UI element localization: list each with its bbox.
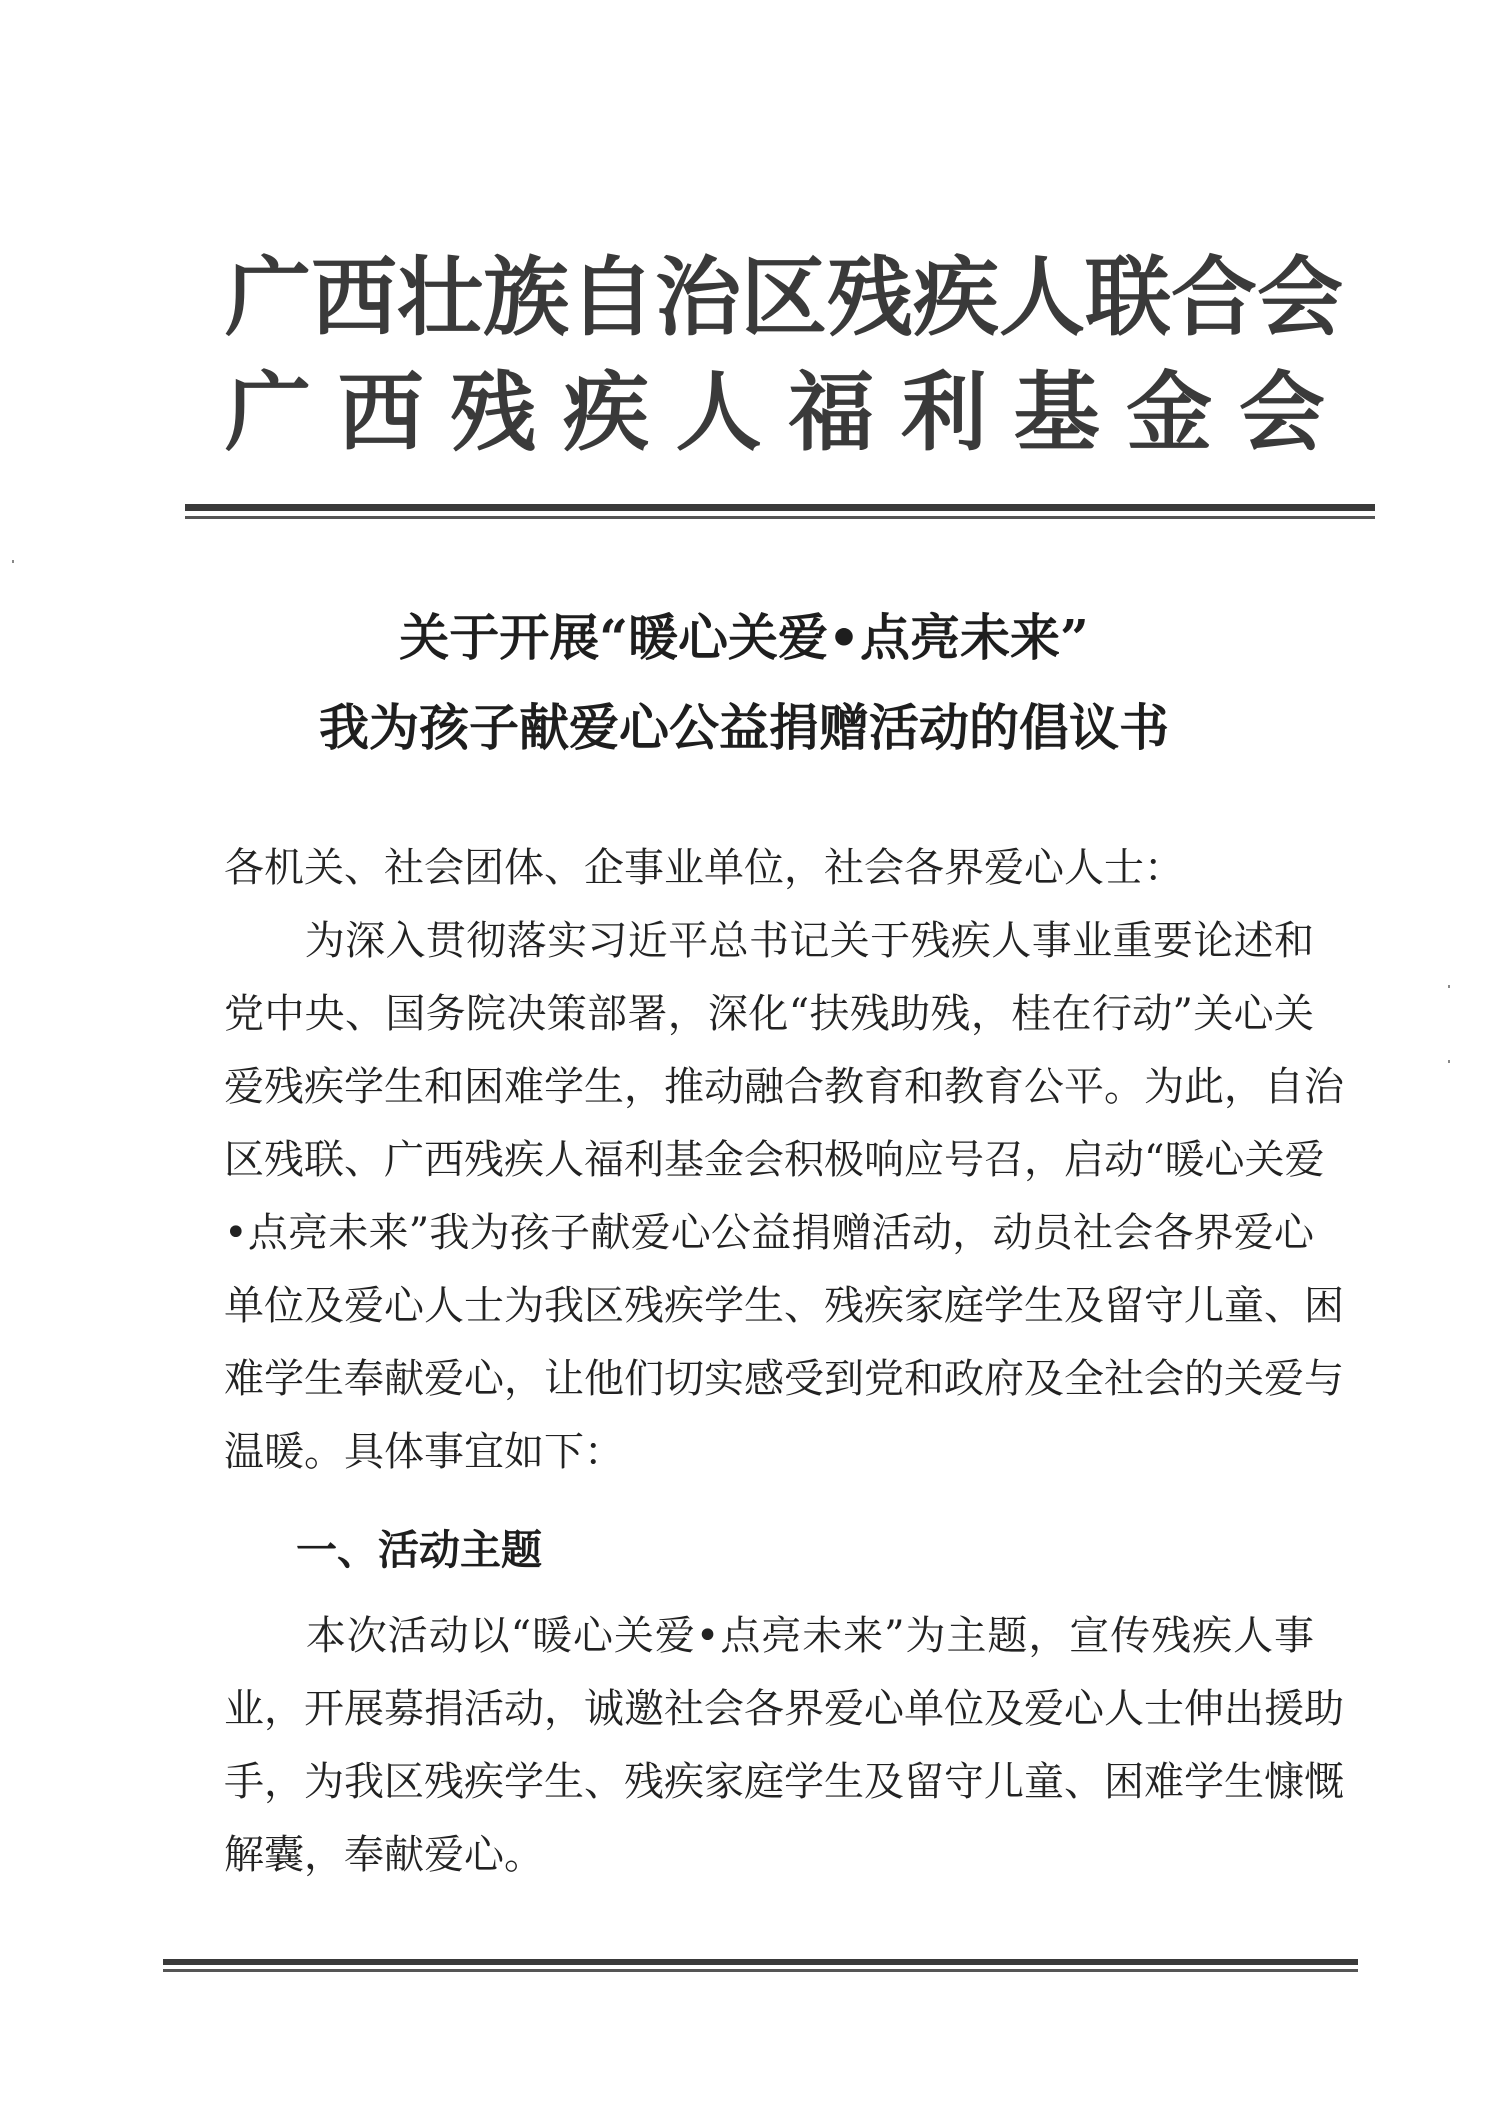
paragraph-line: 难学生奉献爱心，让他们切实感受到党和政府及全社会的关爱与 [224, 1356, 1344, 1402]
org2-char: 疾 [562, 362, 649, 463]
paragraph-line: •点亮未来”我为孩子献爱心公益捐赠活动，动员社会各界爱心 [224, 1210, 1314, 1256]
letterhead-rule-thin [185, 516, 1375, 519]
paragraph-line: 爱残疾学生和困难学生，推动融合教育和教育公平。为此，自治 [224, 1064, 1344, 1110]
scan-speck [1448, 985, 1450, 988]
org1-char: 西 [311, 247, 397, 348]
org2-char: 广 [225, 362, 311, 463]
paragraph-line: 本次活动以“暖心关爱•点亮未来”为主题，宣传残疾人事 [224, 1613, 1314, 1659]
org1-char: 广 [225, 247, 311, 348]
document-title-line-2: 我为孩子献爱心公益捐赠活动的倡议书 [319, 698, 1169, 757]
org1-char: 疾 [913, 247, 999, 348]
org1-char: 合 [1171, 247, 1257, 348]
letterhead-org-name-1 [225, 247, 1343, 355]
org1-char: 治 [655, 247, 741, 348]
scan-speck [12, 560, 14, 563]
org1-char: 族 [483, 247, 569, 348]
salutation-text: 各机关、社会团体、企事业单位，社会各界爱心人士： [224, 845, 1184, 891]
document-title-line-1: 关于开展“暖心关爱•点亮未来” [399, 608, 1089, 667]
org1-char: 联 [1085, 247, 1171, 348]
org2-char: 利 [900, 362, 987, 463]
org1-char: 壮 [397, 247, 483, 348]
paragraph-line: 单位及爱心人士为我区残疾学生、残疾家庭学生及留守儿童、困 [224, 1283, 1344, 1329]
org2-char: 西 [337, 362, 424, 463]
org1-char: 残 [827, 247, 913, 348]
footer-rule-thin [163, 1969, 1358, 1972]
org2-char: 基 [1013, 362, 1100, 463]
salutation [224, 832, 1314, 905]
org1-char: 人 [999, 247, 1085, 348]
intro-paragraph [224, 905, 1344, 1489]
org2-char: 金 [1126, 362, 1213, 463]
org2-char: 残 [450, 362, 537, 463]
org2-char: 会 [1238, 362, 1325, 463]
org2-char: 人 [675, 362, 762, 463]
org1-char: 会 [1257, 247, 1343, 348]
paragraph-line: 解囊，奉献爱心。 [224, 1832, 544, 1878]
scan-speck [1448, 1060, 1450, 1063]
section-1-heading: 一、活动主题 [296, 1526, 542, 1574]
section-1-paragraph [224, 1600, 1344, 1892]
paragraph-line: 温暖。具体事宜如下： [224, 1429, 624, 1475]
paragraph-line: 区残联、广西残疾人福利基金会积极响应号召，启动“暖心关爱 [224, 1137, 1325, 1183]
paragraph-line: 业，开展募捐活动，诚邀社会各界爱心单位及爱心人士伸出援助 [224, 1686, 1344, 1732]
paragraph-line: 为深入贯彻落实习近平总书记关于残疾人事业重要论述和 [224, 918, 1314, 964]
org1-char: 自 [569, 247, 655, 348]
letterhead-org-name-2 [225, 362, 1325, 470]
org2-char: 福 [788, 362, 875, 463]
paragraph-line: 手，为我区残疾学生、残疾家庭学生及留守儿童、困难学生慷慨 [224, 1759, 1344, 1805]
footer-rule-thick [163, 1959, 1358, 1965]
org1-char: 区 [741, 247, 827, 348]
letterhead-rule-thick [185, 504, 1375, 511]
paragraph-line: 党中央、国务院决策部署，深化“扶残助残，桂在行动”关心关 [224, 991, 1314, 1037]
